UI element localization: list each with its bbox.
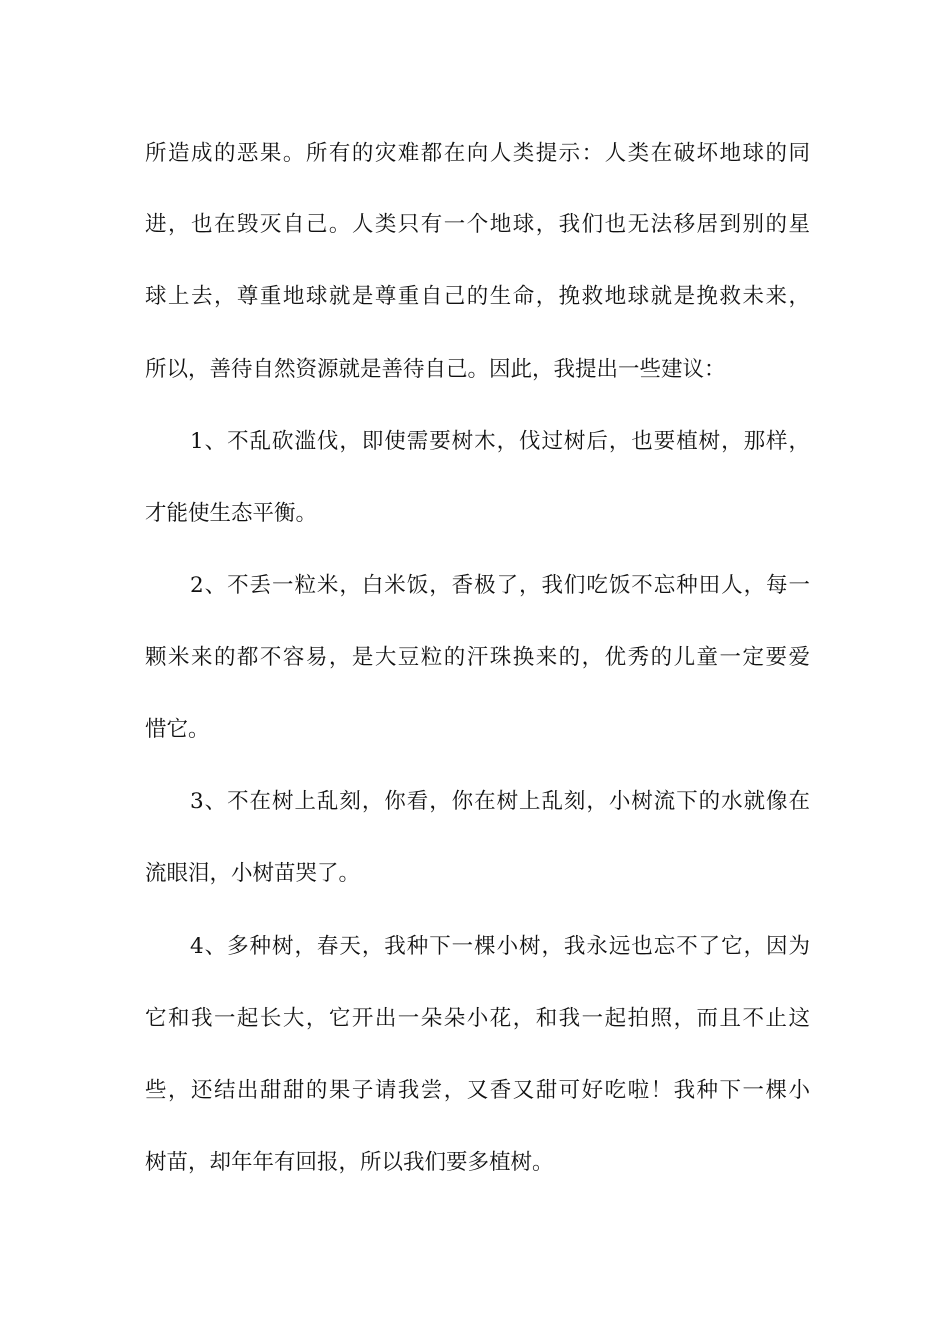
- text-line: 树苗，却年年有回报，所以我们要多植树。: [145, 1150, 554, 1175]
- text-line: 才能使生态平衡。: [145, 501, 318, 526]
- text-line: 3、不在树上乱刻，你看，你在树上乱刻，小树流下的水就像在: [190, 789, 810, 814]
- text-line: 所造成的恶果。所有的灾难都在向人类提示：人类在破坏地球的同: [145, 141, 810, 166]
- text-line: 它和我一起长大，它开出一朵朵小花，和我一起拍照，而且不止这: [145, 1006, 810, 1031]
- text-line: 所以，善待自然资源就是善待自己。因此，我提出一些建议：: [145, 357, 726, 382]
- text-line: 流眼泪，小树苗哭了。: [145, 861, 361, 886]
- text-line: 4、多种树，春天，我种下一棵小树，我永远也忘不了它，因为: [190, 934, 810, 959]
- text-line: 进，也在毁灭自己。人类只有一个地球，我们也无法移居到别的星: [145, 212, 810, 237]
- text-line: 1、不乱砍滥伐，即使需要树木，伐过树后，也要植树，那样，: [190, 429, 810, 454]
- text-line: 球上去，尊重地球就是尊重自己的生命，挽救地球就是挽救未来，: [145, 284, 810, 309]
- text-line: 些，还结出甜甜的果子请我尝，又香又甜可好吃啦！我种下一棵小: [145, 1078, 810, 1103]
- text-line: 惜它。: [145, 717, 210, 742]
- text-line: 2、不丢一粒米，白米饭，香极了，我们吃饭不忘种田人，每一: [190, 573, 810, 598]
- text-line: 颗米来的都不容易，是大豆粒的汗珠换来的，优秀的儿童一定要爱: [145, 645, 810, 670]
